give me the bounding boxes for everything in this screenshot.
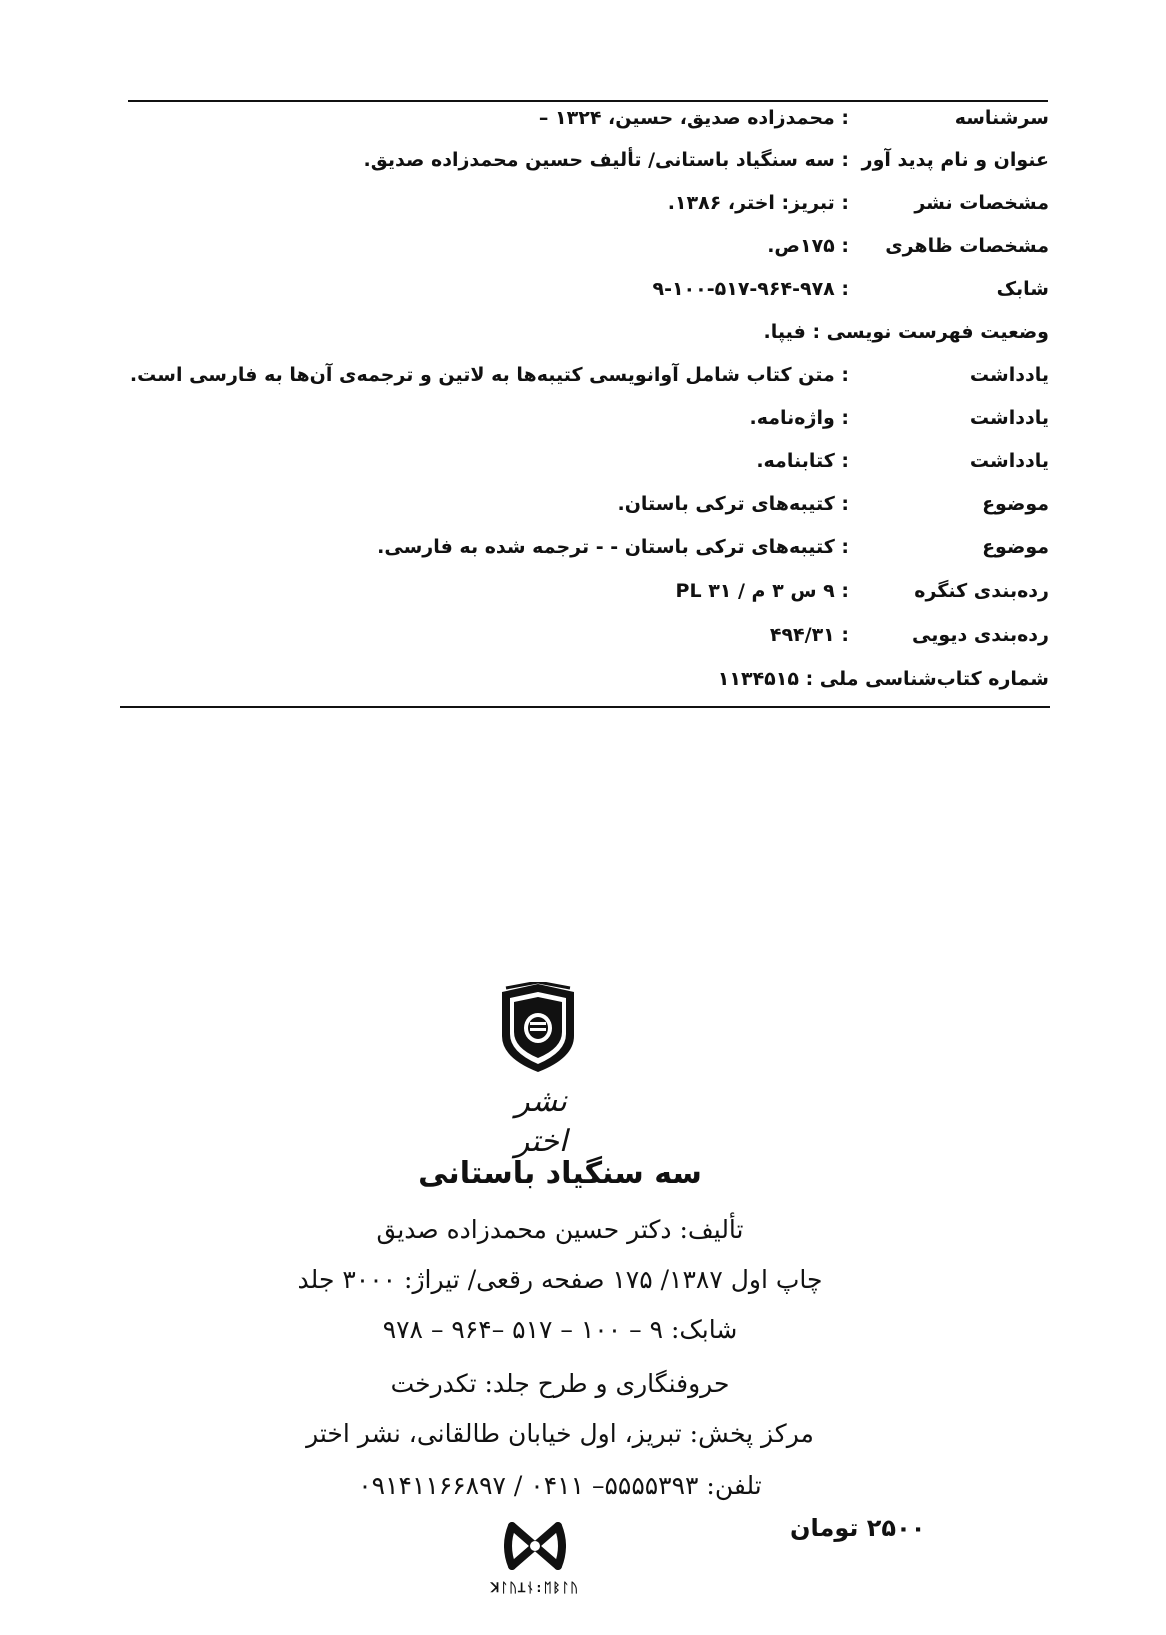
cip-value: : محمدزاده صدیق، حسین، ۱۳۲۴ – [538, 107, 849, 129]
cip-label: مشخصات ظاهری [885, 235, 1049, 257]
isbn-line: شابک: ۹ – ۱۰۰ – ۵۱۷ –۹۶۴ – ۹۷۸ [382, 1315, 738, 1344]
cip-row-dewey [129, 618, 1049, 652]
cip-value: : ۹ س ۳ م / ۳۱ PL [675, 580, 849, 602]
distribution-line: مرکز پخش: تبریز، اول خیابان طالقانی، نشر اختر [306, 1419, 814, 1448]
knot-emblem-icon [504, 1520, 566, 1572]
cip-row-physical [129, 229, 1049, 263]
cip-row-title [129, 143, 1049, 177]
author-line: تألیف: دکتر حسین محمدزاده صدیق [376, 1215, 744, 1244]
cip-value: : کتیبه‌های ترکی باستان - - ترجمه شده به فارسی. [377, 536, 849, 558]
publisher-book-shield-icon [496, 982, 580, 1074]
cip-label: موضوع [982, 493, 1049, 515]
cip-value: : کتیبه‌های ترکی باستان. [617, 493, 849, 515]
cip-row-note [129, 358, 1049, 392]
price-label: ۲۵۰۰ تومان [790, 1514, 926, 1542]
cip-value: : ۱۷۵ص. [767, 235, 849, 257]
book-title: سه سنگیاد باستانی [418, 1156, 702, 1191]
cip-row-isbn [129, 272, 1049, 306]
cip-row-lc-class [129, 574, 1049, 608]
cip-row-subject [129, 487, 1049, 521]
cip-row-publication [129, 186, 1049, 220]
cip-value: : ۹-۱۰۰-۵۱۷-۹۶۴-۹۷۸ [652, 278, 849, 300]
cip-value: : ۴۹۴/۳۱ [769, 624, 849, 646]
bottom-divider [120, 706, 1050, 708]
cip-value: : تبریز: اختر، ۱۳۸۶. [667, 192, 849, 214]
cip-label: موضوع [982, 536, 1049, 558]
cip-row-main-entry [129, 101, 1049, 135]
cip-label: عنوان و نام پدید آور [861, 149, 1049, 171]
cip-label: رده‌بندی کنگره [914, 580, 1049, 602]
cip-row-subject [129, 530, 1049, 564]
print-info-line: چاپ اول ۱۳۸۷/ ۱۷۵ صفحه رقعی/ تیراژ: ۳۰۰۰ جلد [297, 1265, 823, 1294]
cip-label: یادداشت [969, 450, 1049, 472]
cip-cataloging-status: وضعیت فهرست نویسی : فیپا. [763, 321, 1049, 343]
cip-value: : کتابنامه. [756, 450, 849, 472]
typesetting-line: حروفنگاری و طرح جلد: تکدرخت [390, 1369, 730, 1398]
cip-label: مشخصات نشر [914, 192, 1049, 214]
cip-national-number: شماره کتاب‌شناسی ملی : ۱۱۳۴۵۱۵ [717, 668, 1049, 690]
cip-label: شابک [996, 278, 1049, 300]
phone-line: تلفن: ۵۵۵۵۳۹۳– ۰۴۱۱ / ۰۹۱۴۱۱۶۶۸۹۷ [358, 1471, 762, 1500]
cip-value: : سه سنگیاد باستانی/ تألیف حسین محمدزاده صدیق. [363, 149, 849, 171]
cip-label: یادداشت [969, 364, 1049, 386]
cip-value: : متن کتاب شامل آوانویسی کتیبه‌ها به لاتین و ترجمه‌ی آن‌ها به فارسی است. [129, 364, 849, 386]
cip-label: یادداشت [969, 407, 1049, 429]
cip-label: سرشناسه [954, 107, 1049, 129]
cip-row-note [129, 401, 1049, 435]
cip-row-note [129, 444, 1049, 478]
emblem-caption: ꓘᛚᚢꞱᚾ:ᛖᛒᛚᚢ [490, 1581, 580, 1596]
publisher-logo-text: نشر اختر [514, 1084, 568, 1159]
cip-label: رده‌بندی دیویی [912, 624, 1049, 646]
cip-row-cataloging-status [129, 315, 1049, 349]
cip-row-national-number [129, 662, 1049, 696]
cip-value: : واژه‌نامه. [749, 407, 849, 429]
